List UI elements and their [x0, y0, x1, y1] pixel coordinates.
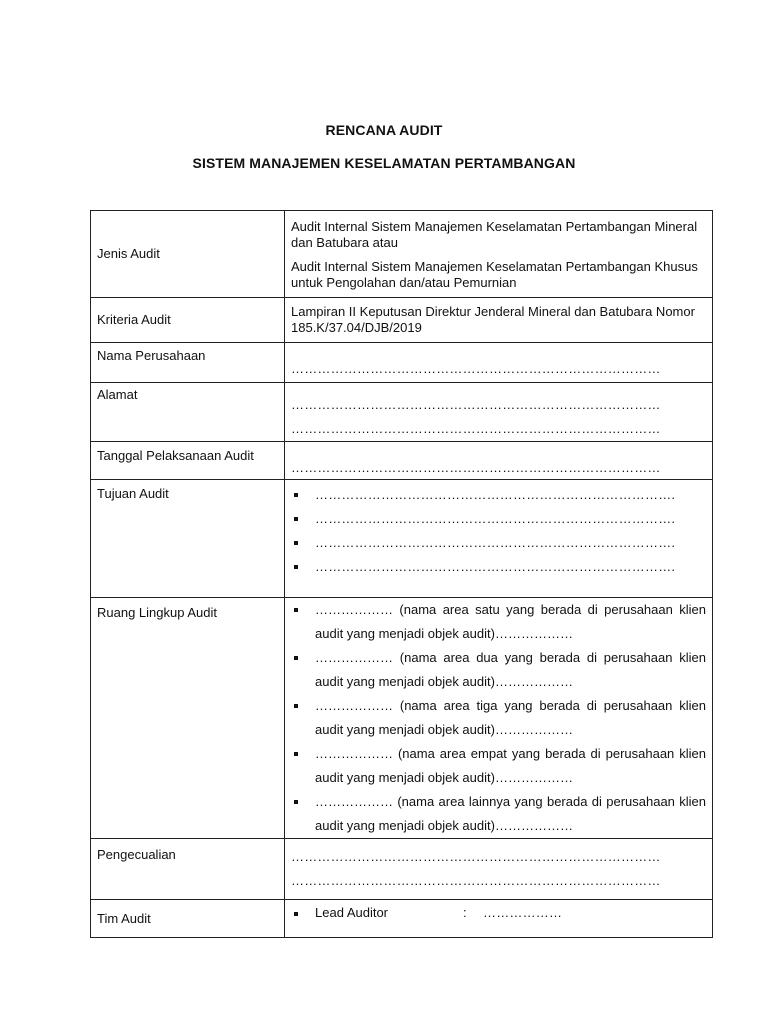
tujuan-audit-item[interactable]: ………………………………………………………………………. [291, 555, 706, 579]
ruang-lingkup-item: ……………… (nama area dua yang berada di perusahaan klien audit yang menjadi objek audit)……………… [291, 646, 706, 694]
ruang-lingkup-item: ……………… (nama area lainnya yang berada di perusahaan klien audit yang menjadi objek audit)……………… [291, 790, 706, 838]
row-tim-audit [91, 900, 713, 938]
label-kriteria-audit: Kriteria Audit [91, 298, 285, 343]
ruang-lingkup-item: ……………… (nama area empat yang berada di perusahaan klien audit yang menjadi objek audit)……………… [291, 742, 706, 790]
lead-auditor-field[interactable]: ……………… [483, 905, 563, 920]
pengecualian-field-line-1[interactable]: ………………………………………………………………………… [291, 849, 661, 864]
tujuan-audit-list [291, 483, 706, 579]
ruang-lingkup-list [291, 598, 706, 838]
row-tanggal-pelaksanaan [91, 442, 713, 480]
nama-perusahaan-field[interactable]: ………………………………………………………………………… [291, 361, 661, 376]
tujuan-audit-item[interactable]: ………………………………………………………………………. [291, 507, 706, 531]
label-tujuan-audit: Tujuan Audit [91, 480, 285, 598]
row-pengecualian [91, 839, 713, 900]
row-ruang-lingkup [91, 598, 713, 839]
label-tim-audit: Tim Audit [91, 900, 285, 938]
pengecualian-field-line-2[interactable]: ………………………………………………………………………… [291, 873, 661, 888]
tujuan-audit-item[interactable]: ………………………………………………………………………. [291, 531, 706, 555]
row-alamat [91, 383, 713, 442]
document-title: RENCANA AUDIT [325, 122, 443, 138]
row-kriteria-audit [91, 298, 713, 343]
lead-auditor-separator: : [463, 905, 467, 920]
tujuan-audit-item[interactable]: ………………………………………………………………………. [291, 483, 706, 507]
ruang-lingkup-item: ……………… (nama area tiga yang berada di perusahaan klien audit yang menjadi objek audit)……………… [291, 694, 706, 742]
lead-auditor-label: Lead Auditor [315, 905, 389, 920]
label-alamat: Alamat [91, 383, 285, 442]
tanggal-pelaksanaan-field[interactable]: ………………………………………………………………………… [291, 460, 661, 475]
document-subtitle: SISTEM MANAJEMEN KESELAMATAN PERTAMBANGAN [192, 155, 576, 171]
audit-plan-table [90, 210, 713, 938]
kriteria-audit-value: Lampiran II Keputusan Direktur Jenderal Mineral dan Batubara Nomor 185.K/37.04/DJB/2019 [285, 298, 713, 343]
jenis-audit-option-1: Audit Internal Sistem Manajemen Keselamatan Pertambangan Mineral dan Batubara atau [291, 219, 698, 250]
jenis-audit-option-2: Audit Internal Sistem Manajemen Keselamatan Pertambangan Khusus untuk Pengolahan dan/atau Pemurnian [291, 259, 698, 290]
row-nama-perusahaan [91, 343, 713, 383]
ruang-lingkup-item: ……………… (nama area satu yang berada di perusahaan klien audit yang menjadi objek audit)……………… [291, 598, 706, 646]
row-jenis-audit [91, 211, 713, 298]
tim-audit-item [291, 905, 706, 921]
tim-audit-list [291, 905, 706, 921]
alamat-field-line-1[interactable]: ………………………………………………………………………… [291, 397, 661, 412]
label-tanggal-pelaksanaan: Tanggal Pelaksanaan Audit [91, 442, 285, 480]
label-pengecualian: Pengecualian [91, 839, 285, 900]
row-tujuan-audit [91, 480, 713, 598]
label-nama-perusahaan: Nama Perusahaan [91, 343, 285, 383]
label-ruang-lingkup: Ruang Lingkup Audit [91, 598, 285, 839]
label-jenis-audit: Jenis Audit [91, 211, 285, 298]
alamat-field-line-2[interactable]: ………………………………………………………………………… [291, 421, 661, 436]
